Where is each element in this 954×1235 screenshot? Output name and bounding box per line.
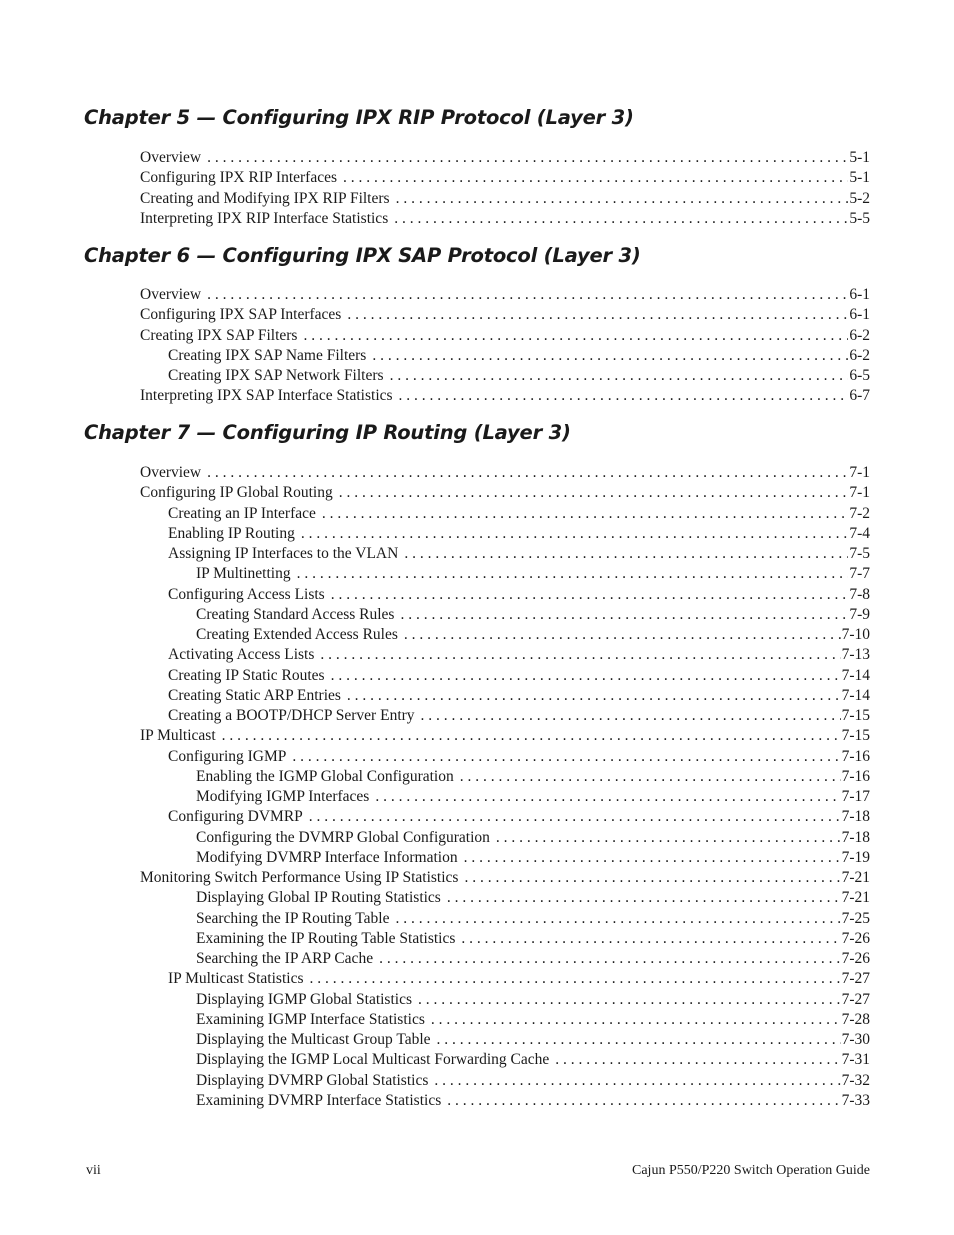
toc-entry-title: Interpreting IPX RIP Interface Statistics (140, 209, 389, 227)
toc-entry-page: 6-7 (849, 387, 870, 405)
toc-entry[interactable] (140, 929, 870, 949)
toc-dot-leader (343, 168, 848, 188)
toc-entry[interactable] (140, 524, 870, 544)
toc-entry-page: 7-26 (841, 950, 870, 967)
toc-entry-page: 5-5 (849, 209, 870, 227)
toc-entry-page: 7-32 (841, 1071, 870, 1089)
toc-dot-leader (399, 386, 849, 406)
toc-entry-page: 7-5 (849, 545, 870, 562)
toc-entry-page: 5-1 (849, 169, 870, 187)
toc-entry-title: Configuring Access Lists (168, 585, 325, 603)
toc-entry[interactable] (140, 463, 870, 483)
toc-dot-leader (555, 1050, 840, 1070)
toc-entry-title: Overview (140, 464, 202, 481)
toc-entry[interactable] (140, 605, 870, 625)
toc-dot-leader (222, 726, 841, 746)
toc-entry[interactable] (140, 1091, 870, 1111)
toc-entry-page: 7-31 (841, 1051, 870, 1069)
toc-dot-leader (396, 189, 849, 209)
toc-entry-page: 5-2 (849, 189, 870, 207)
toc-entry[interactable] (140, 767, 870, 787)
toc-entry-page: 7-1 (849, 484, 870, 502)
toc-entry-page: 7-27 (841, 990, 870, 1008)
toc-entry-page: 5-1 (849, 149, 870, 166)
toc-entry-page: 7-27 (841, 970, 870, 988)
toc-entry[interactable] (140, 807, 870, 827)
toc-entry-title: Creating Static ARP Entries (168, 686, 341, 704)
toc-dot-leader (372, 346, 848, 366)
toc-dot-leader (404, 544, 848, 564)
toc-entry[interactable] (140, 706, 870, 726)
toc-dot-leader (309, 969, 840, 989)
toc-dot-leader (418, 990, 841, 1010)
toc-entry[interactable] (140, 209, 870, 229)
toc-entry-page: 7-4 (849, 524, 870, 542)
toc-dot-leader (347, 305, 848, 325)
toc-entry-title: Creating IP Static Routes (168, 666, 325, 684)
toc-entry-title: Modifying DVMRP Interface Information (196, 848, 458, 866)
toc-entry[interactable] (140, 189, 870, 209)
toc-entry-title: Overview (140, 286, 202, 303)
toc-dot-leader (464, 868, 840, 888)
toc-entry[interactable] (140, 544, 870, 564)
chapter-5-toc (140, 148, 870, 229)
toc-entry-title: Displaying the IGMP Local Multicast Forwarding Cache (196, 1051, 550, 1069)
toc-entry[interactable] (140, 625, 870, 645)
toc-entry-page: 6-1 (849, 306, 870, 324)
toc-entry[interactable] (140, 990, 870, 1010)
toc-entry[interactable] (140, 326, 870, 346)
toc-dot-leader (207, 463, 848, 483)
toc-entry-title: Configuring DVMRP (168, 808, 303, 826)
toc-entry-title: Monitoring Switch Performance Using IP Statistics (140, 869, 459, 886)
toc-entry-title: Interpreting IPX SAP Interface Statistics (140, 387, 393, 405)
toc-entry-title: Configuring IPX RIP Interfaces (140, 169, 338, 187)
toc-dot-leader (461, 929, 840, 949)
toc-entry-page: 7-18 (841, 808, 870, 826)
toc-dot-leader (322, 504, 848, 524)
toc-entry-page: 7-14 (841, 666, 870, 684)
toc-entry-title: Enabling the IGMP Global Configuration (196, 767, 454, 785)
toc-dot-leader (464, 848, 841, 868)
toc-entry-page: 7-2 (849, 504, 870, 522)
toc-entry[interactable] (140, 305, 870, 325)
toc-entry-page: 7-25 (841, 909, 870, 927)
toc-entry-title: Examining IGMP Interface Statistics (196, 1010, 425, 1028)
toc-entry[interactable] (140, 148, 870, 168)
toc-entry-title: IP Multicast (140, 727, 216, 745)
toc-dot-leader (431, 1010, 841, 1030)
toc-entry[interactable] (140, 483, 870, 503)
toc-entry-page: 7-19 (841, 848, 870, 866)
toc-dot-leader (207, 285, 848, 305)
toc-dot-leader (447, 1091, 840, 1111)
toc-entry-title: Activating Access Lists (168, 646, 315, 664)
toc-entry-page: 7-16 (841, 747, 870, 765)
chapter-6-toc (140, 285, 870, 407)
toc-entry[interactable] (140, 585, 870, 605)
toc-entry[interactable] (140, 747, 870, 767)
toc-dot-leader (496, 828, 841, 848)
toc-dot-leader (347, 686, 841, 706)
toc-entry-page: 7-33 (841, 1091, 870, 1109)
toc-entry-page: 6-1 (849, 286, 870, 303)
toc-dot-leader (404, 625, 841, 645)
toc-entry-title: Configuring IP Global Routing (140, 484, 333, 502)
toc-entry[interactable] (140, 949, 870, 969)
toc-entry-page: 7-13 (841, 646, 870, 664)
toc-entry[interactable] (140, 1030, 870, 1050)
toc-entry[interactable] (140, 285, 870, 305)
toc-entry[interactable] (140, 1050, 870, 1070)
toc-dot-leader (379, 949, 841, 969)
toc-dot-leader (303, 326, 848, 346)
toc-entry[interactable] (140, 969, 870, 989)
toc-entry-page: 7-16 (841, 767, 870, 785)
toc-entry[interactable] (140, 346, 870, 366)
toc-entry-title: Assigning IP Interfaces to the VLAN (168, 545, 399, 562)
toc-entry[interactable] (140, 686, 870, 706)
toc-dot-leader (331, 666, 841, 686)
toc-entry-page: 7-17 (841, 788, 870, 805)
toc-dot-leader (320, 645, 840, 665)
toc-dot-leader (421, 706, 841, 726)
toc-dot-leader (396, 909, 841, 929)
toc-dot-leader (309, 807, 841, 827)
toc-entry[interactable] (140, 666, 870, 686)
toc-dot-leader (437, 1030, 841, 1050)
toc-entry-page: 7-21 (841, 889, 870, 907)
toc-entry-page: 6-5 (849, 367, 870, 384)
toc-entry-title: Examining the IP Routing Table Statistics (196, 929, 456, 947)
toc-entry[interactable] (140, 645, 870, 665)
toc-entry-page: 7-8 (849, 585, 870, 603)
toc-entry-page: 7-15 (841, 707, 870, 724)
toc-entry[interactable] (140, 564, 870, 584)
toc-entry[interactable] (140, 386, 870, 406)
toc-entry-page: 7-7 (849, 565, 870, 583)
toc-entry-page: 7-18 (841, 828, 870, 846)
toc-entry-title: Creating a BOOTP/DHCP Server Entry (168, 707, 415, 724)
toc-entry-title: Creating IPX SAP Filters (140, 326, 298, 344)
toc-entry-title: Displaying the Multicast Group Table (196, 1031, 431, 1048)
toc-entry-title: IP Multinetting (196, 565, 291, 583)
toc-entry-page: 6-2 (849, 326, 870, 344)
toc-entry[interactable] (140, 1071, 870, 1091)
toc-dot-leader (292, 747, 840, 767)
chapter-7-toc (140, 463, 870, 1111)
toc-dot-leader (331, 585, 849, 605)
toc-entry-title: Overview (140, 149, 202, 166)
toc-entry-page: 7-28 (841, 1010, 870, 1028)
toc-dot-leader (297, 564, 849, 584)
footer-guide-title: Cajun P550/P220 Switch Operation Guide (632, 1163, 870, 1178)
toc-entry[interactable] (140, 868, 870, 888)
toc-entry-title: Configuring IGMP (168, 747, 287, 765)
toc-dot-leader (207, 148, 848, 168)
chapter-5-title: Chapter 5 — Configuring IPX RIP Protocol (Layer 3) (84, 106, 634, 129)
toc-entry-page: 6-2 (849, 346, 870, 364)
toc-entry[interactable] (140, 168, 870, 188)
toc-dot-leader (460, 767, 841, 787)
toc-entry-title: Displaying DVMRP Global Statistics (196, 1071, 429, 1089)
toc-dot-leader (400, 605, 848, 625)
toc-dot-leader (390, 366, 849, 386)
toc-dot-leader (339, 483, 849, 503)
footer-page-number: vii (86, 1163, 101, 1178)
toc-entry-page: 7-30 (841, 1031, 870, 1048)
toc-entry[interactable] (140, 1010, 870, 1030)
toc-entry-title: IP Multicast Statistics (168, 970, 304, 988)
toc-entry[interactable] (140, 787, 870, 807)
toc-entry[interactable] (140, 726, 870, 746)
toc-dot-leader (301, 524, 848, 544)
toc-entry-title: Creating IPX SAP Network Filters (168, 367, 384, 384)
toc-entry-page: 7-1 (849, 464, 870, 481)
toc-entry-title: Searching the IP Routing Table (196, 909, 390, 927)
toc-entry-title: Creating Extended Access Rules (196, 626, 398, 643)
toc-entry[interactable] (140, 909, 870, 929)
toc-entry-page: 7-14 (841, 686, 870, 704)
chapter-7-title: Chapter 7 — Configuring IP Routing (Layer 3) (84, 421, 571, 444)
toc-entry-title: Creating and Modifying IPX RIP Filters (140, 189, 390, 207)
toc-entry[interactable] (140, 888, 870, 908)
toc-entry-title: Displaying IGMP Global Statistics (196, 990, 412, 1008)
toc-entry-page: 7-10 (841, 626, 870, 643)
toc-entry-title: Configuring the DVMRP Global Configuration (196, 828, 490, 846)
toc-entry[interactable] (140, 828, 870, 848)
toc-entry-title: Creating an IP Interface (168, 504, 316, 522)
toc-entry-page: 7-15 (841, 727, 870, 745)
toc-dot-leader (434, 1071, 840, 1091)
toc-entry-title: Configuring IPX SAP Interfaces (140, 306, 342, 324)
toc-entry-title: Searching the IP ARP Cache (196, 950, 374, 967)
chapter-6-title: Chapter 6 — Configuring IPX SAP Protocol (Layer 3) (84, 244, 641, 267)
toc-entry[interactable] (140, 504, 870, 524)
toc-entry-page: 7-9 (849, 605, 870, 623)
toc-dot-leader (447, 888, 841, 908)
toc-entry[interactable] (140, 848, 870, 868)
toc-entry-title: Examining DVMRP Interface Statistics (196, 1091, 442, 1109)
toc-entry-title: Enabling IP Routing (168, 524, 295, 542)
toc-entry-title: Creating IPX SAP Name Filters (168, 346, 367, 364)
toc-dot-leader (375, 787, 840, 807)
toc-entry[interactable] (140, 366, 870, 386)
toc-dot-leader (394, 209, 848, 229)
toc-entry-title: Displaying Global IP Routing Statistics (196, 889, 441, 907)
toc-entry-page: 7-21 (841, 869, 870, 886)
toc-entry-page: 7-26 (841, 929, 870, 947)
toc-entry-title: Creating Standard Access Rules (196, 605, 395, 623)
toc-entry-title: Modifying IGMP Interfaces (196, 788, 370, 805)
